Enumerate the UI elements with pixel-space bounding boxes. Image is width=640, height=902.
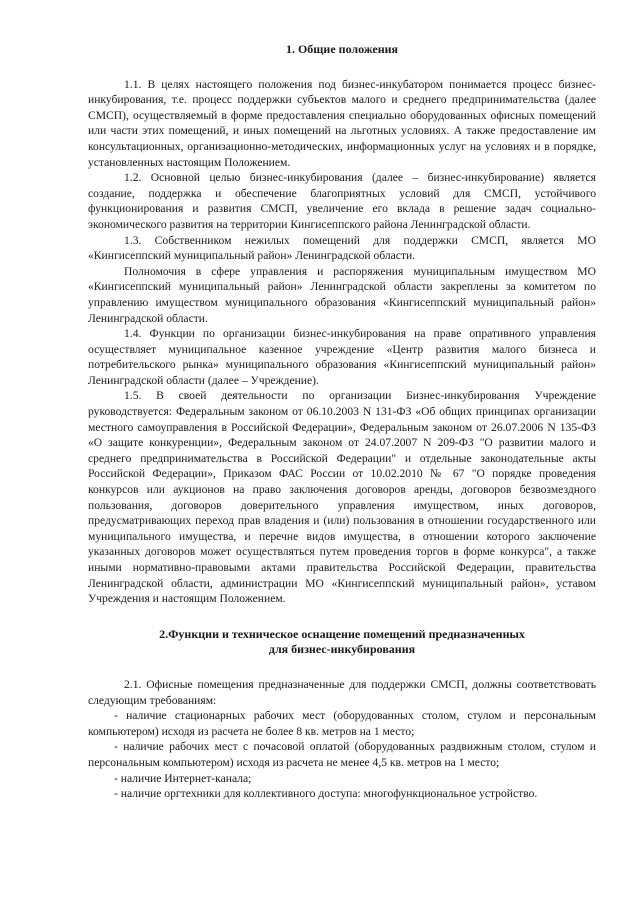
paragraph-1-5: 1.5. В своей деятельности по организации Бизнес-инкубирования Учреждение руководствуется: Федеральным законом от 06.10.2003 N 131-ФЗ «Об общих принципах организации местного самоуправления в Российской Федерации», Федеральным законом от 26.07.2006 N 135-ФЗ «О защите конкуренции», Федеральным законом от 24.07.2007 N 209-ФЗ "О развитии малого и среднего предпринимательства в Российской Федерации" и отдельные законодательные акты Российской Федерации», Приказом ФАС России от 10.02.2010 № 67 "О порядке проведения конкурсов или аукционов на право заключения договоров аренды, договоров безвозмездного пользования, договоров доверительного управления имуществом, иных договоров, предусматривающих переход прав владения и (или) пользования в отношении государственного или муниципального имущества, и перечне видов имущества, в отношении которого заключение указанных договоров может осуществляться путем проведения торгов в форме конкурса", а также иными нормативно-правовыми актами правительства Российской Федерации, правительства Ленинградской области, администрации МО «Кингисеппский муниципальный район», уставом Учреждения и настоящим Положением. bbox=[88, 389, 596, 606]
document-page bbox=[88, 42, 596, 802]
paragraph-2-1: 2.1. Офисные помещения предназначенные для поддержки СМСП, должны соответствовать следующим требованиям: bbox=[88, 677, 596, 707]
section-2-heading bbox=[88, 627, 596, 658]
section-2-heading-line-1: 2.Функции и техническое оснащение помещений предназначенных bbox=[159, 626, 525, 641]
paragraph-1-1: 1.1. В целях настоящего положения под бизнес-инкубатором понимается процесс бизнес-инкубирования, т.е. процесс поддержки субъектов малого и среднего предпринимательства (далее СМСП), осуществляемый в форме предоставления специально оборудованных офисных помещений или части этих помещений, и иных помещений на льготных условиях. А также предоставление им консультационных, организационно-методических, информационных услуг на условиях и в порядке, установленных настоящим Положением. bbox=[88, 77, 596, 169]
requirement-item: - наличие стационарных рабочих мест (оборудованных столом, стулом и персональным компьютером) исходя из расчета не более 8 кв. метров на 1 место; bbox=[88, 709, 596, 738]
requirement-item: - наличие оргтехники для коллективного доступа: многофункциональное устройство. bbox=[114, 787, 538, 801]
paragraph-1-2: 1.2. Основной целью бизнес-инкубирования (далее – бизнес-инкубирование) является создание, поддержка и обеспечение благоприятных условий для СМСП, устойчивого функционирования и развития СМСП, увеличение его вклада в решение задач социально-экономического развития на территории Кингисеппского района Ленинградской области. bbox=[88, 171, 596, 231]
paragraph-1-3: 1.3. Собственником нежилых помещений для поддержки СМСП, является МО «Кингисеппский муниципальный район» Ленинградской области. bbox=[88, 233, 596, 263]
paragraph-1-4: 1.4. Функции по организации бизнес-инкубирования на праве опративного управления осуществляет муниципальное казенное учреждение «Центр развития малого бизнеса и потребительского рынка» муниципального образования «Кингисеппский муниципальный район» Ленинградской области (далее – Учреждение). bbox=[88, 327, 596, 387]
requirement-item: - наличие рабочих мест с почасовой оплатой (оборудованных раздвижным столом, стулом и персональным компьютером) исходя из расчета не менее 4,5 кв. метров на 1 место; bbox=[88, 740, 596, 769]
paragraph-authority: Полномочия в сфере управления и распоряжения муниципальным имуществом МО «Кингисеппский муниципальный район» Ленинградской области закреплены за комитетом по управлению имуществом муниципального образования «Кингисеппский муниципальный район» Ленинградской области. bbox=[88, 264, 596, 325]
requirement-item: - наличие Интернет-канала; bbox=[114, 771, 252, 785]
section-2-heading-line-2: для бизнес-инкубирования bbox=[268, 642, 416, 657]
section-1-heading: 1. Общие положения bbox=[285, 42, 399, 56]
